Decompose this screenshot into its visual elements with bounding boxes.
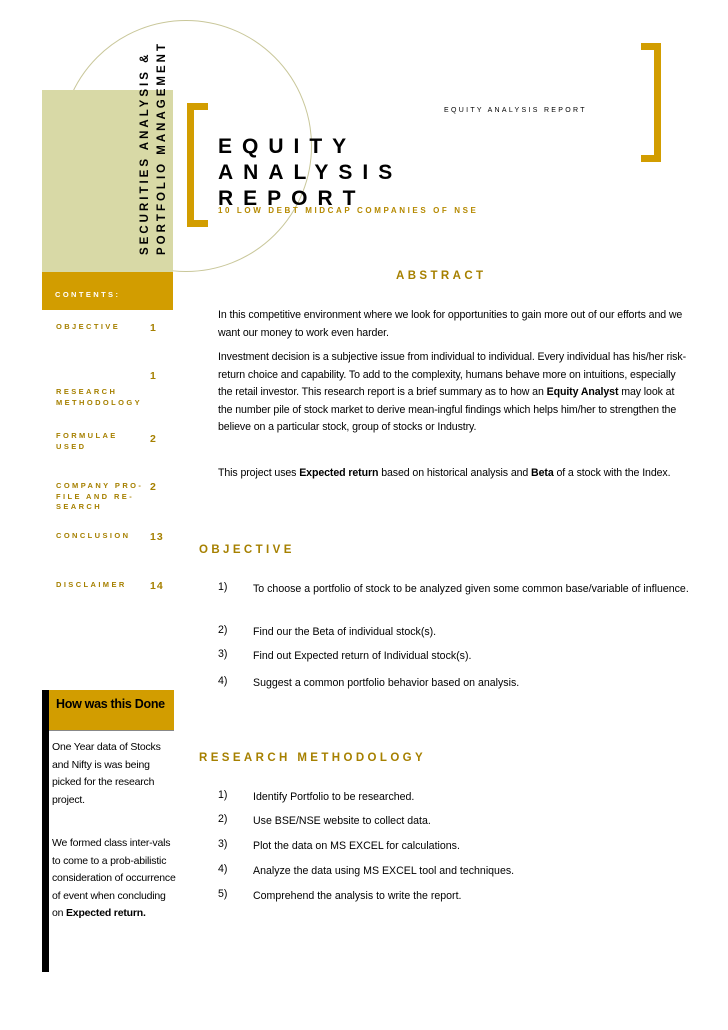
methodology-item-2-number: 2): [218, 813, 228, 825]
toc-page-formulae: 2: [150, 433, 157, 445]
report-title: [218, 134, 548, 212]
abstract-p3-pre: This project uses: [218, 467, 300, 479]
objective-heading: OBJECTIVE: [199, 544, 295, 556]
running-header: EQUITY ANALYSIS REPORT: [444, 107, 587, 114]
report-subtitle: 10 LOW DEBT MIDCAP COMPANIES OF NSE: [218, 206, 479, 215]
toc-page-objective: 1: [150, 322, 157, 334]
sidebar-paragraph-2: [52, 835, 177, 923]
abstract-paragraph-2: [218, 349, 688, 437]
sidebar-rule: [42, 690, 49, 972]
methodology-item-3-number: 3): [218, 838, 228, 850]
toc-item-methodology: RESEARCH METHODOLOGY: [56, 387, 142, 407]
contents-label: CONTENTS:: [55, 290, 121, 299]
objective-item-4-number: 4): [218, 675, 228, 687]
abstract-p3-post: of a stock with the Index.: [553, 467, 671, 479]
methodology-item-4-text: Analyze the data using MS EXCEL tool and techniques.: [253, 865, 515, 877]
report-title-line2: REPORT: [218, 187, 366, 210]
abstract-paragraph-3: [218, 465, 688, 483]
abstract-p2-pre: Investment decision is a subjective issue from individual to individual. Every individual has his/her risk-return choice and capability. To add to the complexity, humans behave more on intuitions, especially the retail investor. This research report is a brief summary as to how an: [218, 351, 687, 398]
report-title-line1: EQUITY ANALYSIS: [218, 135, 403, 184]
toc-item-conclusion: CONCLUSION: [56, 531, 131, 540]
methodology-item-5-text: Comprehend the analysis to write the report.: [253, 890, 462, 902]
left-bracket-decoration: [187, 103, 208, 227]
how-heading: How was this Done: [56, 697, 165, 711]
toc-page-company-profile: 2: [150, 481, 157, 493]
abstract-p2-post: may look at the number pile of stock market to derive mean-ingful findings which helps him/her to strengthen the believe on a particular stock, group of stocks or Industry.: [218, 386, 677, 433]
methodology-item-1-number: 1): [218, 789, 228, 801]
toc-item-company-profile: COMPANY PRO-FILE AND RE-SEARCH: [56, 481, 144, 511]
objective-item-1-number: 1): [218, 581, 228, 593]
vertical-title-line2: PORTFOLIO MANAGEMENT: [156, 41, 168, 255]
objective-item-1-text: To choose a portfolio of stock to be analyzed given some common base/variable of influence.: [253, 583, 689, 595]
right-bracket-decoration: [641, 43, 661, 162]
title-band: [42, 90, 173, 272]
methodology-item-4-number: 4): [218, 863, 228, 875]
objective-item-4-text: Suggest a common portfolio behavior based on analysis.: [253, 677, 520, 689]
toc-page-methodology: 1: [150, 370, 157, 382]
abstract-p3-bold1: Expected return: [299, 467, 379, 479]
abstract-heading: ABSTRACT: [396, 270, 487, 282]
sidebar-paragraph-2-bold: Expected return.: [66, 907, 146, 919]
methodology-item-1-text: Identify Portfolio to be researched.: [253, 791, 415, 803]
sidebar-paragraph-2-text: We formed class inter-vals to come to a prob-abilistic consideration of occurrence of event when concluding on: [52, 837, 176, 919]
methodology-heading: RESEARCH METHODOLOGY: [199, 752, 427, 764]
objective-item-2-text: Find our the Beta of individual stock(s).: [253, 626, 437, 638]
toc-item-objective: OBJECTIVE: [56, 322, 121, 331]
vertical-title-line1: SECURITIES ANALYSIS &: [139, 51, 151, 255]
abstract-paragraph-1: In this competitive environment where we look for opportunities to gain more out of our efforts and we want our money to work even harder.: [218, 309, 683, 339]
objective-item-3-number: 3): [218, 648, 228, 660]
methodology-item-3-text: Plot the data on MS EXCEL for calculations.: [253, 840, 460, 852]
toc-item-disclaimer: DISCLAIMER: [56, 580, 127, 589]
toc-page-conclusion: 13: [150, 531, 164, 543]
sidebar-paragraph-1: One Year data of Stocks and Nifty is was being picked for the research project.: [52, 741, 161, 806]
objective-item-2-number: 2): [218, 624, 228, 636]
abstract-p3-bold2: Beta: [531, 467, 554, 479]
abstract-p3-mid: based on historical analysis and: [378, 467, 532, 479]
objective-item-3-text: Find out Expected return of Individual stock(s).: [253, 650, 472, 662]
methodology-item-2-text: Use BSE/NSE website to collect data.: [253, 815, 431, 827]
abstract-p2-bold: Equity Analyst: [546, 386, 619, 398]
toc-item-formulae: FORMULAE USED: [56, 431, 118, 451]
methodology-item-5-number: 5): [218, 888, 228, 900]
toc-page-disclaimer: 14: [150, 580, 164, 592]
